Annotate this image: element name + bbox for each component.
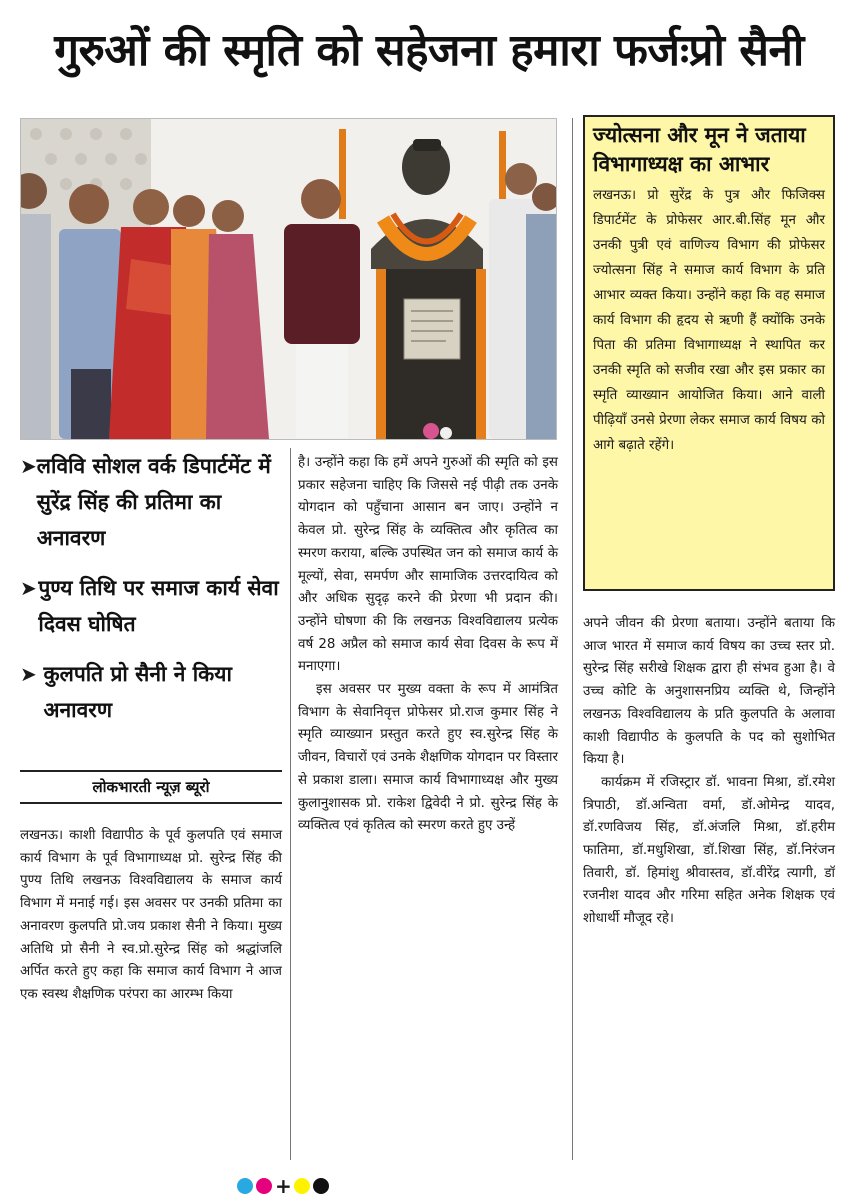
magenta-dot-icon: [256, 1178, 272, 1194]
plus-icon: +: [275, 1174, 292, 1198]
column-divider: [572, 118, 573, 1160]
arrow-bullet-icon: ➤: [20, 662, 37, 686]
paragraph: लखनऊ। काशी विद्यापीठ के पूर्व कुलपति एवं समाज कार्य विभाग के पूर्व विभागाध्यक्ष प्रो. सुरेन्द्र सिंह की पुण्य तिथि लखनऊ विश्वविद्यालय के समाज कार्य विभाग में मनाई गई। इस अवसर पर उनकी प्रतिमा का अनावरण कुलपति प्रो.जय प्रकाश सैनी ने किया। मुख्य अतिथि प्रो सैनी ने स्व.प्रो.सुरेन्द्र सिंह को श्रद्धांजलि अर्पित करते हुए कहा कि समाज कार्य विभाग ने आज एक स्वस्थ शैक्षणिक परंपरा का आरम्भ किया: [20, 828, 282, 1002]
bullet-item: [20, 570, 282, 642]
news-photo: [20, 118, 557, 440]
memorial-plaque-icon: [404, 299, 460, 359]
highlight-box-title: ज्योत्सना और मून ने जताया विभागाध्यक्ष का आभार: [593, 123, 806, 176]
bullet-text: कुलपति प्रो सैनी ने किया अनावरण: [43, 662, 232, 722]
paragraph: कार्यक्रम में रजिस्ट्रार डॉ. भावना मिश्रा, डॉ.रमेश त्रिपाठी, डॉ.अन्विता वर्मा, डॉ.ओमेन्द्र यादव, डॉ.रणविजय सिंह, डॉ.अंजलि मिश्रा, डॉ.हरीम फातिमा, डॉ.मधुशिखा, डॉ.शिखा सिंह, डॉ.निरंजन तिवारी, डॉ. हिमांशु श्रीवास्तव, डॉ.वीरेंद्र त्यागी, डॉ रजनीश यादव और गरिमा सहित अनेक शिक्षक एवं शोधार्थी मौजूद रहे।: [583, 774, 835, 927]
column-divider: [290, 448, 291, 1160]
article-column-3: [583, 613, 835, 931]
paragraph: इस अवसर पर मुख्य वक्ता के रूप में आमंत्रित विभाग के सेवानिवृत्त प्रोफेसर प्रो.राज कुमार सिंह ने स्मृति व्याख्यान प्रस्तुत करते हुए स्व.सुरेन्द्र सिंह के जीवन, विचारों एवं उनके शैक्षणिक योगदान पर विस्तार से प्रकाश डाला। समाज कार्य विभागाध्यक्ष और मुख्य कुलानुशासक प्रो. राकेश द्विवेदी ने प्रो. सुरेन्द्र सिंह के व्यक्तित्व एवं कृतित्व को स्मरण करते हुए उन्हें: [298, 682, 558, 834]
article-column-2: [298, 452, 558, 838]
paragraph: है। उन्होंने कहा कि हमें अपने गुरुओं की स्मृति को इस प्रकार सहेजना चाहिए कि जिससे नई पीढ़ी तक उनके योगदान को पहुँचाना आसान बन जाए। उन्होंने न केवल प्रो. सुरेन्द्र सिंह के व्यक्तित्व और कृतित्व का स्मरण कराया, बल्कि उपस्थित जन को समाज कार्य के मूल्यों, सेवा, समर्पण और सामाजिक उत्तरदायित्व को और अधिक सुदृढ़ करने की प्रेरणा भी प्रदान की। उन्होंने घोषणा की कि लखनऊ विश्वविद्यालय प्रत्येक वर्ष 28 अप्रैल को समाज कार्य सेवा दिवस के रूप में मनाएगा।: [298, 455, 558, 675]
yellow-dot-icon: [294, 1178, 310, 1194]
byline: लोकभारती न्यूज़ ब्यूरो: [20, 770, 282, 804]
registration-marks: [237, 1174, 329, 1198]
article-column-1: [20, 825, 282, 1007]
arrow-bullet-icon: ➤: [20, 576, 37, 600]
bullet-text: लविवि सोशल वर्क डिपार्टमेंट में सुरेंद्र सिंह की प्रतिमा का अनावरण: [36, 454, 271, 550]
arrow-bullet-icon: ➤: [20, 454, 37, 478]
headline: गुरुओं की स्मृति को सहेजना हमारा फर्जःप्रो सैनी: [54, 25, 804, 76]
bullet-text: पुण्य तिथि पर समाज कार्य सेवा दिवस घोषित: [38, 576, 279, 636]
cyan-dot-icon: [237, 1178, 253, 1194]
highlight-box: [583, 115, 835, 591]
highlight-box-body: लखनऊ। प्रो सुरेंद्र के पुत्र और फिजिक्स डिपार्टमेंट के प्रोफेसर आर.बी.सिंह मून और उनकी पुत्री एवं वाणिज्य विभाग की प्रोफेसर ज्योत्सना सिंह ने समाज कार्य विभाग के प्रति आभार व्यक्त किया। उन्होंने कहा कि वह समाज कार्य विभाग की हृदय से ऋणी हैं क्योंकि उनके पिता की प्रतिमा विभागाध्यक्ष ने स्थापित कर उनकी स्मृति को सजीव रखा और इस प्रकार का स्मृति व्याख्यान आयोजित किया। आने वाली पीढ़ियाँ उनसे प्रेरणा लेकर समाज कार्य विषय को आगे बढ़ाते रहेंगे।: [593, 188, 825, 453]
bullet-item: [20, 448, 282, 556]
bullet-item: [20, 656, 282, 728]
paragraph: अपने जीवन की प्रेरणा बताया। उन्होंने बताया कि आज भारत में समाज कार्य विषय का उच्च स्तर प्रो. सुरेन्द्र सिंह सरीखे शिक्षक द्वारा ही संभव हुआ है। वे उच्च कोटि के अनुशासनप्रिय व्यक्ति थे, जिन्होंने लखनऊ विश्वविद्यालय के प्रति कुलपति के अलावा काशी विद्यापीठ के कुलपति के पद को सुशोभित किया है।: [583, 616, 835, 768]
black-dot-icon: [313, 1178, 329, 1194]
bullet-headlines: [20, 448, 282, 742]
news-photo-illustration: [21, 119, 556, 439]
